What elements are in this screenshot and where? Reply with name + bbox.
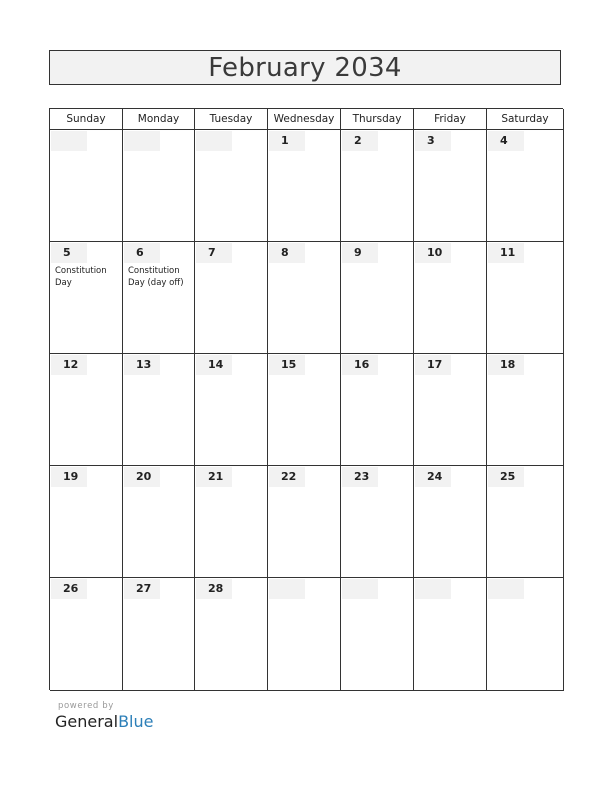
day-cell [341, 242, 414, 354]
day-number: 28 [196, 579, 232, 599]
day-cell [123, 466, 195, 578]
day-number: 7 [196, 243, 232, 263]
day-cell [268, 130, 341, 242]
day-number: 1 [269, 131, 305, 151]
day-cell [487, 354, 564, 466]
day-number: 19 [51, 467, 87, 487]
weekday-header-saturday: Saturday [487, 109, 564, 130]
day-number: 26 [51, 579, 87, 599]
logo-text-blue: Blue [118, 712, 154, 731]
weekday-header-sunday: Sunday [50, 109, 123, 130]
day-cell [487, 242, 564, 354]
day-number: 18 [488, 355, 524, 375]
day-number [415, 579, 451, 599]
day-cell [414, 242, 487, 354]
day-number [342, 579, 378, 599]
day-number: 11 [488, 243, 524, 263]
day-number: 4 [488, 131, 524, 151]
day-number: 13 [124, 355, 160, 375]
day-number [269, 579, 305, 599]
day-number: 10 [415, 243, 451, 263]
day-cell [123, 130, 195, 242]
day-cell [195, 130, 268, 242]
day-cell [50, 242, 123, 354]
calendar-grid [49, 108, 563, 690]
day-number: 24 [415, 467, 451, 487]
day-number: 25 [488, 467, 524, 487]
day-cell [268, 578, 341, 691]
day-number [124, 131, 160, 151]
day-cell [268, 466, 341, 578]
day-number [51, 131, 87, 151]
day-number: 8 [269, 243, 305, 263]
day-cell [414, 578, 487, 691]
day-cell [50, 130, 123, 242]
day-number: 2 [342, 131, 378, 151]
day-cell [341, 466, 414, 578]
weekday-header-wednesday: Wednesday [268, 109, 341, 130]
day-number: 12 [51, 355, 87, 375]
day-cell [268, 242, 341, 354]
day-cell [123, 354, 195, 466]
day-number: 20 [124, 467, 160, 487]
day-number: 15 [269, 355, 305, 375]
day-cell [195, 242, 268, 354]
day-cell [195, 578, 268, 691]
day-number: 3 [415, 131, 451, 151]
day-cell [123, 578, 195, 691]
day-number: 6 [124, 243, 160, 263]
day-number: 27 [124, 579, 160, 599]
day-number: 23 [342, 467, 378, 487]
holiday-label: Constitution Day (day off) [128, 266, 184, 288]
day-cell [195, 466, 268, 578]
day-number [196, 131, 232, 151]
calendar-title: February 2034 [49, 50, 561, 85]
day-cell [341, 354, 414, 466]
powered-by-label: powered by [58, 701, 114, 711]
day-number: 21 [196, 467, 232, 487]
day-number: 9 [342, 243, 378, 263]
day-cell [195, 354, 268, 466]
generalblue-logo[interactable] [55, 712, 153, 731]
day-cell [414, 354, 487, 466]
day-cell [268, 354, 341, 466]
day-cell [50, 354, 123, 466]
day-number: 5 [51, 243, 87, 263]
day-cell [487, 578, 564, 691]
day-cell [341, 130, 414, 242]
weekday-header-thursday: Thursday [341, 109, 414, 130]
day-number: 17 [415, 355, 451, 375]
day-cell [341, 578, 414, 691]
day-number [488, 579, 524, 599]
day-cell [50, 466, 123, 578]
day-cell [487, 466, 564, 578]
weekday-header-monday: Monday [123, 109, 195, 130]
day-number: 22 [269, 467, 305, 487]
holiday-label: Constitution Day [55, 266, 107, 288]
day-cell [414, 466, 487, 578]
logo-text-general: General [55, 712, 119, 731]
day-number: 16 [342, 355, 378, 375]
day-cell [123, 242, 195, 354]
day-cell [50, 578, 123, 691]
day-number: 14 [196, 355, 232, 375]
day-cell [414, 130, 487, 242]
weekday-header-tuesday: Tuesday [195, 109, 268, 130]
day-cell [487, 130, 564, 242]
weekday-header-friday: Friday [414, 109, 487, 130]
